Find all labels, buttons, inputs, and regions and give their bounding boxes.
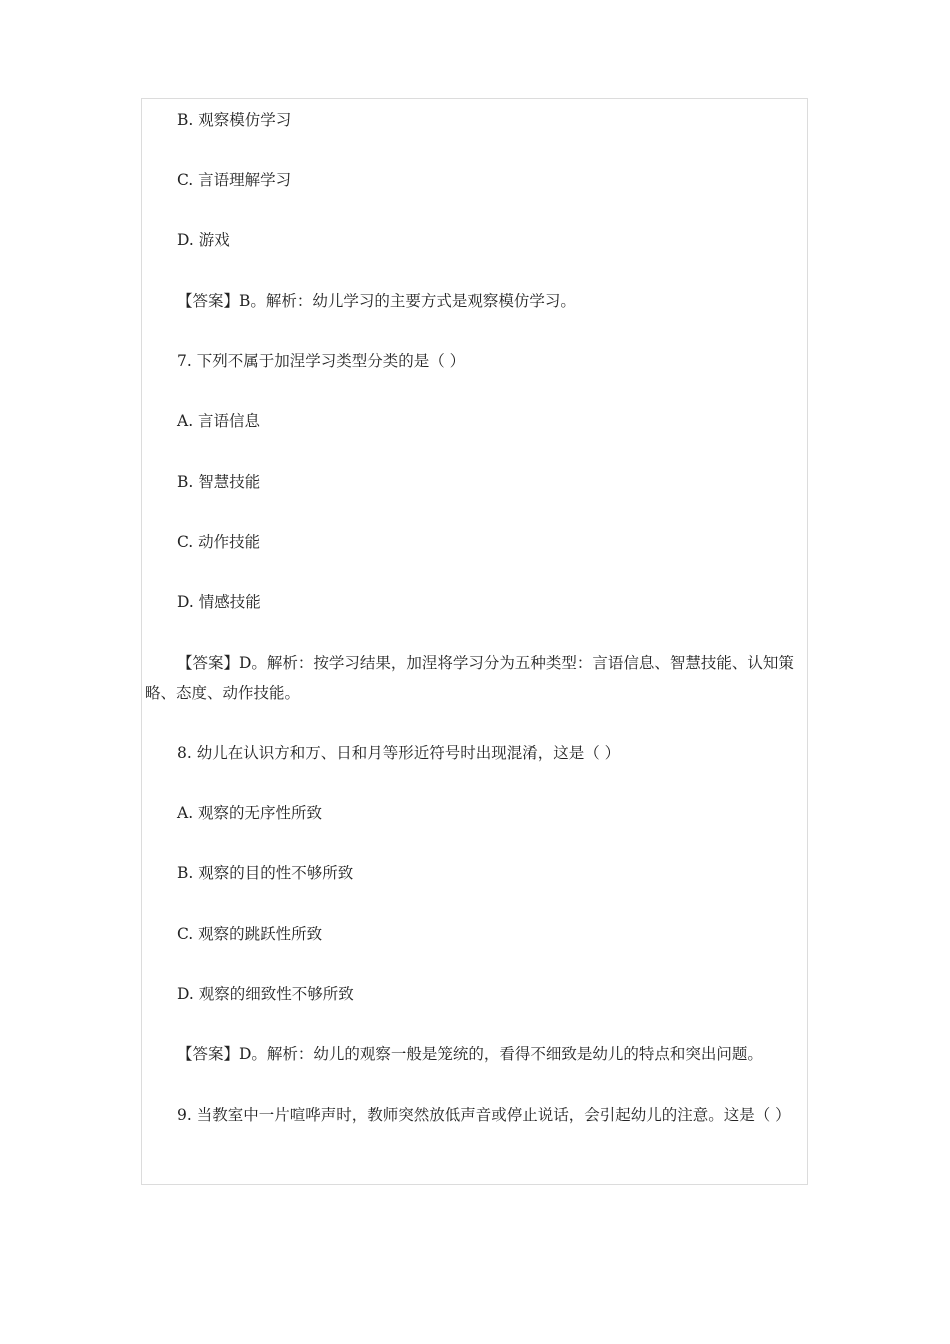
q6-option-d: D. 游戏 xyxy=(177,231,230,249)
q8-question: 8. 幼儿在认识方和万、日和月等形近符号时出现混淆，这是（ ） xyxy=(177,744,621,762)
q7-option-b: B. 智慧技能 xyxy=(177,473,261,491)
q9-question: 9. 当教室中一片喧哗声时，教师突然放低声音或停止说话，会引起幼儿的注意。这是（ ） xyxy=(177,1106,791,1124)
q8-option-a: A. 观察的无序性所致 xyxy=(177,804,323,822)
q6-option-c: C. 言语理解学习 xyxy=(177,171,292,189)
q8-option-b: B. 观察的目的性不够所致 xyxy=(177,864,354,882)
page-frame xyxy=(141,98,808,1185)
q7-option-a: A. 言语信息 xyxy=(177,412,261,430)
q6-answer: 【答案】B。解析：幼儿学习的主要方式是观察模仿学习。 xyxy=(177,292,576,310)
q7-option-c: C. 动作技能 xyxy=(177,533,261,551)
q6-option-b: B. 观察模仿学习 xyxy=(177,111,292,129)
q7-question: 7. 下列不属于加涅学习类型分类的是（ ） xyxy=(177,352,466,370)
q7-answer: 【答案】D。解析：按学习结果，加涅将学习分为五种类型：言语信息、智慧技能、认知策略、态度、动作技能。 xyxy=(145,654,794,702)
q8-option-d: D. 观察的细致性不够所致 xyxy=(177,985,354,1003)
q8-option-c: C. 观察的跳跃性所致 xyxy=(177,925,323,943)
q8-answer: 【答案】D。解析：幼儿的观察一般是笼统的，看得不细致是幼儿的特点和突出问题。 xyxy=(177,1045,763,1063)
q7-option-d: D. 情感技能 xyxy=(177,593,261,611)
